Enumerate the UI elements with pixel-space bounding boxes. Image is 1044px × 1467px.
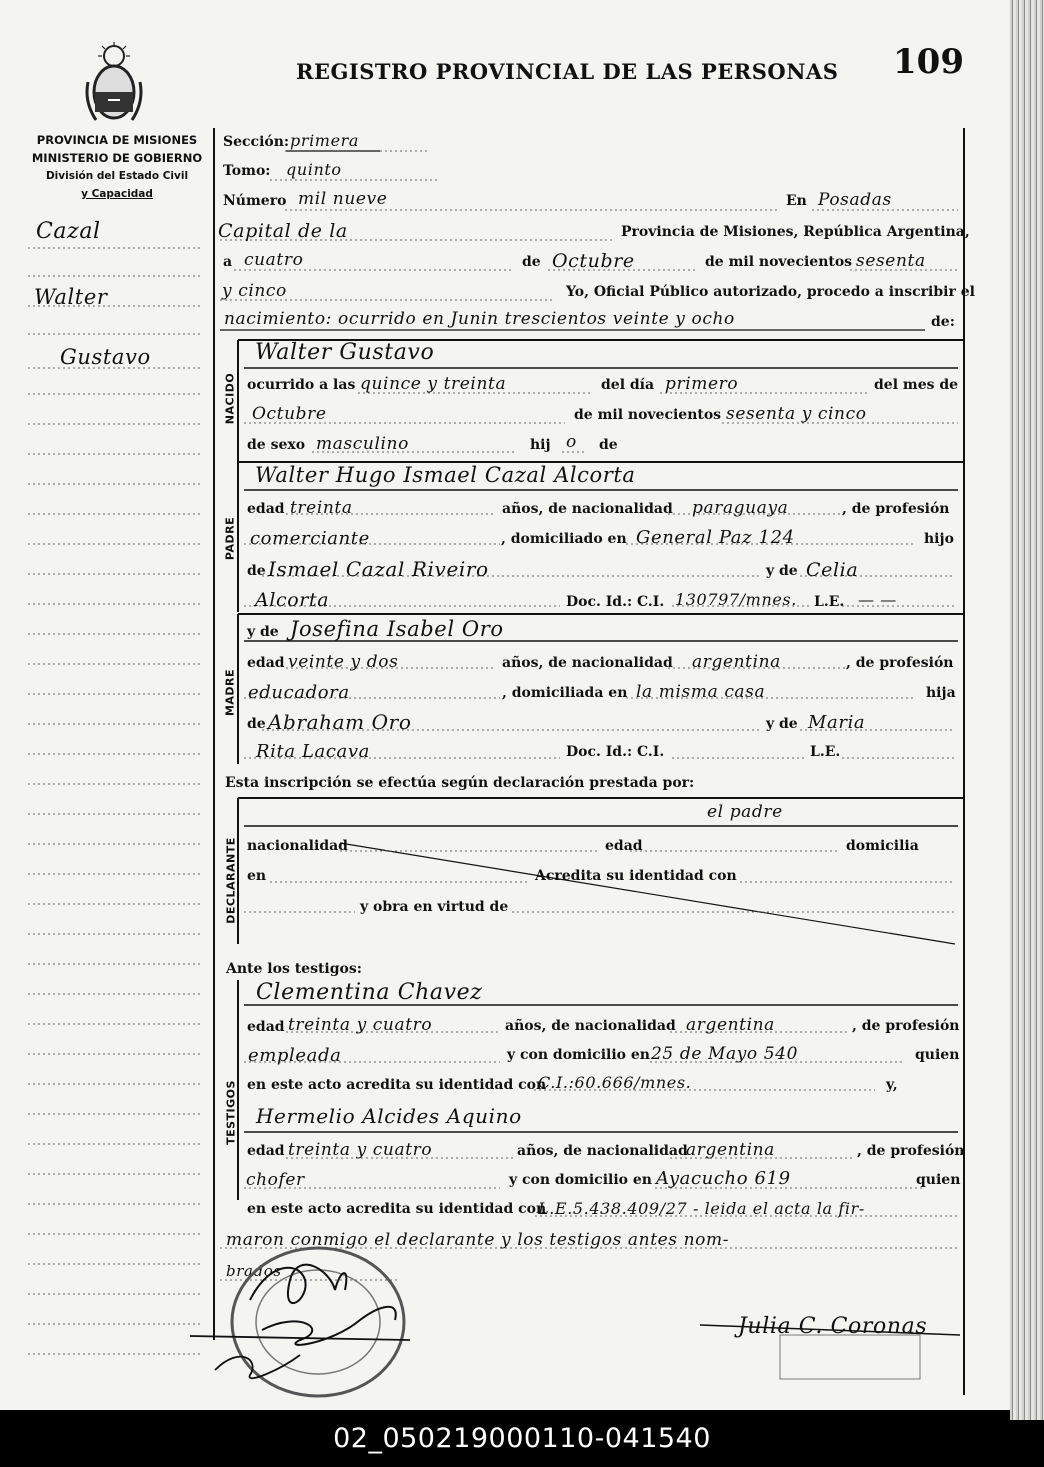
value-seccion: primera [290, 131, 360, 150]
value-t2-dom: Ayacucho 619 [656, 1168, 791, 1189]
image-identifier: 02_050219000110-041540 [0, 1420, 1044, 1467]
authority-line: División del Estado Civil [45, 170, 189, 182]
value-padre-prof: comerciante [250, 528, 370, 549]
label-madre-anos: años, de nacionalidad [502, 655, 673, 671]
value-madre-dom: la misma casa [636, 682, 766, 702]
section-label-declarante: DECLARANTE [224, 837, 238, 924]
value-dia-acta: cuatro [244, 250, 304, 270]
value-t2-edad: treinta y cuatro [288, 1140, 433, 1160]
page-number: 109 [893, 42, 964, 82]
section-label-madre: MADRE [223, 668, 237, 717]
label-edad-declarante: edad [605, 838, 643, 854]
value-t1-nombre: Clementina Chavez [256, 980, 483, 1005]
label-de-colon: de: [931, 314, 955, 330]
official-name-stamp [780, 1335, 920, 1379]
value-padre-ci: 130797/mnes. [675, 590, 797, 609]
label-t2-acto: en este acto acredita su identidad con [247, 1201, 547, 1217]
label-t1-y: y, [886, 1077, 898, 1093]
value-anio: sesenta y cinco [726, 404, 867, 424]
value-t1-doc: C.I.:60.666/mnes. [538, 1073, 692, 1092]
margin-given-name-1: Walter [34, 285, 108, 309]
value-madre-nac: argentina [692, 652, 781, 672]
value-hij-suffix: o [566, 432, 577, 452]
label-t1-acto: en este acto acredita su identidad con [247, 1077, 547, 1093]
value-mes-acta: Octubre [552, 250, 635, 272]
value-numero: mil nueve [298, 189, 388, 209]
value-madre-madre-2: Rita Lacava [256, 741, 370, 762]
label-padre-profesion: , de profesión [842, 501, 950, 517]
label-nacionalidad: nacionalidad [247, 838, 348, 854]
section-label-padre: PADRE [223, 516, 237, 561]
label-inscripcion: Esta inscripción se efectúa según declaración prestada por: [225, 775, 695, 791]
label-tomo: Tomo: [223, 163, 271, 179]
register-title: REGISTRO PROVINCIAL DE LAS PERSONAS [296, 59, 839, 84]
label-hija: hija [926, 685, 956, 701]
section-label-testigos: TESTIGOS [224, 1080, 238, 1145]
value-t2-nac: argentina [686, 1140, 775, 1160]
label-hijo: hijo [924, 531, 954, 547]
value-padre-nombre: Walter Hugo Ismael Cazal Alcorta [255, 463, 636, 487]
value-madre-padre: Abraham Oro [268, 710, 412, 734]
label-padre-yde: y de [766, 563, 798, 579]
value-padre-le: — — [858, 590, 897, 609]
value-padre-padre: Ismael Cazal Riveiro [268, 557, 489, 581]
value-nombre: Walter Gustavo [255, 340, 435, 365]
official-signature: Julia C. Coronas [738, 1314, 928, 1339]
label-a: a [223, 254, 233, 270]
value-t2-nombre: Hermelio Alcides Aquino [256, 1104, 522, 1128]
value-tomo: quinto [286, 160, 342, 179]
label-del-dia: del día [601, 377, 655, 393]
label-t2-quien: quien [916, 1172, 961, 1188]
label-domicilia: domicilia [846, 838, 919, 854]
label-madre-dom: , domiciliada en [502, 685, 628, 701]
value-t2-prof: chofer [246, 1170, 305, 1190]
value-cierre-2: brados [226, 1262, 282, 1280]
label-padre-le: L.E. [814, 594, 845, 610]
value-padre-dom: General Paz 124 [636, 527, 795, 548]
label-provincia: Provincia de Misiones, República Argentina, [621, 224, 970, 240]
value-padre-madre-2: Alcorta [255, 589, 330, 611]
value-declarante: el padre [707, 802, 783, 822]
label-padre-dom: , domiciliado en [501, 531, 627, 547]
section-label-nacido: NACIDO [223, 372, 237, 425]
value-madre-madre-1: Maria [808, 712, 866, 733]
authority-line: PROVINCIA DE MISIONES [36, 133, 198, 147]
value-cierre-1: maron conmigo el declarante y los testigos antes nom- [226, 1230, 730, 1250]
label-t1-profesion: , de profesión [852, 1018, 960, 1034]
value-madre-edad: veinte y dos [288, 652, 399, 672]
label-yo: Yo, Oficial Público autorizado, procedo a inscribir el [566, 284, 975, 300]
label-madre-de: de [247, 716, 266, 732]
label-padre-edad: edad [247, 501, 285, 517]
label-hij: hij [530, 437, 551, 453]
label-seccion: Sección: [223, 134, 290, 150]
label-t2-profesion: , de profesión [857, 1143, 965, 1159]
value-t1-nac: argentina [686, 1015, 775, 1035]
label-t2-dom: y con domicilio en [509, 1172, 652, 1188]
value-anio-acta-1: sesenta [856, 251, 926, 271]
authority-line: MINISTERIO DE GOBIERNO [31, 151, 203, 165]
label-del-mes: del mes de [874, 377, 959, 393]
margin-given-name-2: Gustavo [60, 345, 151, 369]
book-page-edges [1010, 0, 1044, 1420]
value-madre-prof: educadora [248, 682, 350, 703]
label-en-declarante: en [247, 868, 267, 884]
label-t1-dom: y con domicilio en [507, 1047, 650, 1063]
label-de-mil: de mil novecientos [705, 254, 853, 270]
label-madre-doc: Doc. Id.: C.I. [566, 744, 665, 760]
value-padre-edad: treinta [290, 498, 353, 518]
label-t2-edad: edad [247, 1143, 285, 1159]
label-t1-anos: años, de nacionalidad [505, 1018, 676, 1034]
value-t1-edad: treinta y cuatro [288, 1015, 433, 1035]
label-madre-le: L.E. [810, 744, 841, 760]
label-madre-edad: edad [247, 655, 285, 671]
label-padre-anos: años, de nacionalidad [502, 501, 673, 517]
label-madre-profesion: , de profesión [846, 655, 954, 671]
label-padre-doc: Doc. Id.: C.I. [566, 594, 665, 610]
value-anio-acta-2: y cinco [222, 281, 287, 301]
label-en: En [786, 193, 807, 209]
value-capital: Capital de la [218, 220, 348, 242]
authority-line: y Capacidad [81, 188, 153, 200]
value-hora: quince y treinta [360, 374, 507, 394]
label-madre-yde-2: y de [766, 716, 798, 732]
value-sexo: masculino [316, 434, 409, 454]
label-padre-de: de [247, 563, 266, 579]
label-madre-yde: y de [247, 624, 279, 640]
value-madre-nombre: Josefina Isabel Oro [290, 617, 504, 641]
value-nacimiento: nacimiento: ocurrido en Junin trescientos veinte y ocho [224, 309, 735, 329]
label-de-mil-2: de mil novecientos [574, 407, 722, 423]
value-t2-doc: L.E.5.438.409/27 - leida el acta la fir- [538, 1199, 865, 1218]
label-t2-anos: años, de nacionalidad [517, 1143, 688, 1159]
value-t1-dom: 25 de Mayo 540 [651, 1044, 799, 1064]
label-acredita: Acredita su identidad con [535, 868, 737, 884]
label-de: de [522, 254, 541, 270]
value-t1-prof: empleada [248, 1045, 342, 1066]
value-en: Posadas [818, 190, 892, 210]
label-obra: y obra en virtud de [360, 899, 509, 915]
label-t1-edad: edad [247, 1019, 285, 1035]
label-sexo: de sexo [247, 437, 306, 453]
label-t1-quien: quien [915, 1047, 960, 1063]
label-ocurrido: ocurrido a las [247, 377, 356, 393]
label-numero: Número [223, 193, 287, 209]
label-testigos: Ante los testigos: [226, 961, 362, 977]
value-padre-nac: paraguaya [692, 498, 789, 518]
value-mes: Octubre [252, 404, 327, 424]
margin-surname: Cazal [36, 219, 101, 244]
value-dia: primero [665, 374, 739, 394]
label-de-2: de [599, 437, 618, 453]
value-padre-madre-1: Celia [806, 559, 859, 581]
